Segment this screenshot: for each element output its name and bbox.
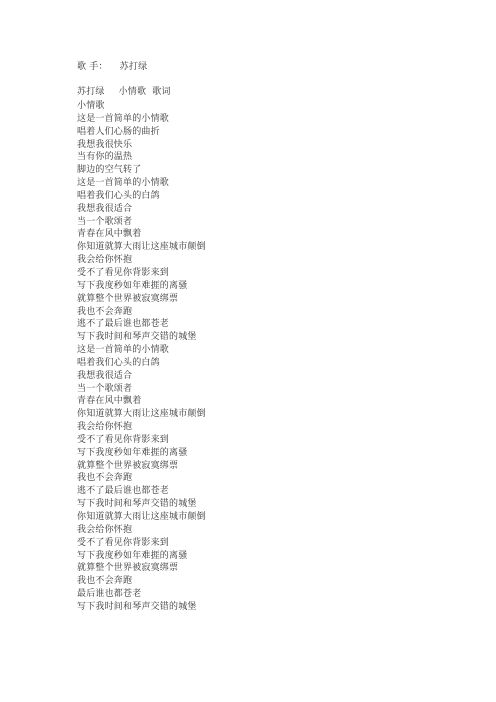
lyric-line: 我想我很适合 bbox=[77, 203, 133, 214]
lyric-line: 写下我度秒如年难捱的离骚 bbox=[77, 447, 188, 458]
lyric-line: 唱着我们心头的白鸽 bbox=[77, 190, 160, 201]
lyric-line: 当一个歌颂者 bbox=[77, 216, 133, 227]
lyric-line: 小情歌 bbox=[77, 101, 105, 111]
lyric-line: 写下我时间和琴声交错的城堡 bbox=[77, 499, 197, 510]
lyric-line: 当有你的温热 bbox=[77, 152, 133, 163]
lyric-line: 你知道就算大雨让这座城市颠倒 bbox=[77, 512, 206, 522]
header-artist: 苏打绿 bbox=[77, 87, 105, 97]
header-song: 小情歌 bbox=[118, 87, 147, 97]
singer-line bbox=[77, 62, 147, 73]
lyric-line: 我也不会奔跑 bbox=[77, 473, 133, 484]
lyrics-list bbox=[77, 100, 206, 614]
lyric-line: 我也不会奔跑 bbox=[77, 576, 133, 587]
header-tag: 歌词 bbox=[152, 87, 171, 97]
lyric-line: 我想我很适合 bbox=[77, 370, 133, 381]
lyric-line: 就算整个世界被寂寞绑票 bbox=[77, 563, 179, 574]
lyric-line: 这是一首简单的小情歌 bbox=[77, 345, 170, 356]
lyric-line: 你知道就算大雨让这座城市颠倒 bbox=[77, 242, 206, 253]
lyric-line: 最后谁也都苍老 bbox=[77, 589, 142, 600]
lyric-line: 逃不了最后谁也都苍老 bbox=[77, 319, 170, 330]
lyric-line: 你知道就算大雨让这座城市颠倒 bbox=[77, 409, 206, 420]
lyric-line: 写下我度秒如年难捱的离骚 bbox=[77, 550, 188, 561]
lyric-line: 我会给你怀抱 bbox=[77, 524, 133, 535]
lyric-line: 唱着人们心肠的曲折 bbox=[77, 126, 160, 137]
lyric-line: 当一个歌颂者 bbox=[77, 383, 133, 394]
lyric-line: 逃不了最后谁也都苍老 bbox=[77, 486, 170, 497]
lyric-line: 这是一首简单的小情歌 bbox=[77, 178, 170, 189]
lyric-line: 受不了看见你背影来到 bbox=[77, 267, 170, 278]
lyric-line: 受不了看见你背影来到 bbox=[77, 537, 170, 548]
lyric-line: 唱着我们心头的白鸽 bbox=[77, 357, 160, 368]
lyric-line: 写下我时间和琴声交错的城堡 bbox=[77, 332, 197, 343]
lyric-line: 受不了看见你背影来到 bbox=[77, 434, 170, 445]
lyric-line: 脚边的空气转了 bbox=[77, 165, 142, 176]
singer-name: 苏打绿 bbox=[119, 62, 148, 72]
lyric-line: 青春在风中飘着 bbox=[77, 396, 142, 407]
lyric-line: 我会给你怀抱 bbox=[77, 255, 133, 266]
lyric-line: 青春在风中飘着 bbox=[77, 229, 142, 240]
lyric-line: 我也不会奔跑 bbox=[77, 306, 133, 317]
lyric-line: 写下我度秒如年难捱的离骚 bbox=[77, 280, 188, 291]
lyric-line: 我想我很快乐 bbox=[77, 139, 133, 150]
lyric-line: 这是一首简单的小情歌 bbox=[77, 113, 170, 124]
singer-label: 歌 手： bbox=[77, 62, 108, 72]
lyric-line: 写下我时间和琴声交错的城堡 bbox=[77, 601, 197, 612]
lyric-line: 就算整个世界被寂寞绑票 bbox=[77, 460, 179, 471]
lyric-line: 就算整个世界被寂寞绑票 bbox=[77, 293, 179, 304]
lyric-line: 我会给你怀抱 bbox=[77, 422, 133, 433]
song-header bbox=[77, 87, 171, 98]
